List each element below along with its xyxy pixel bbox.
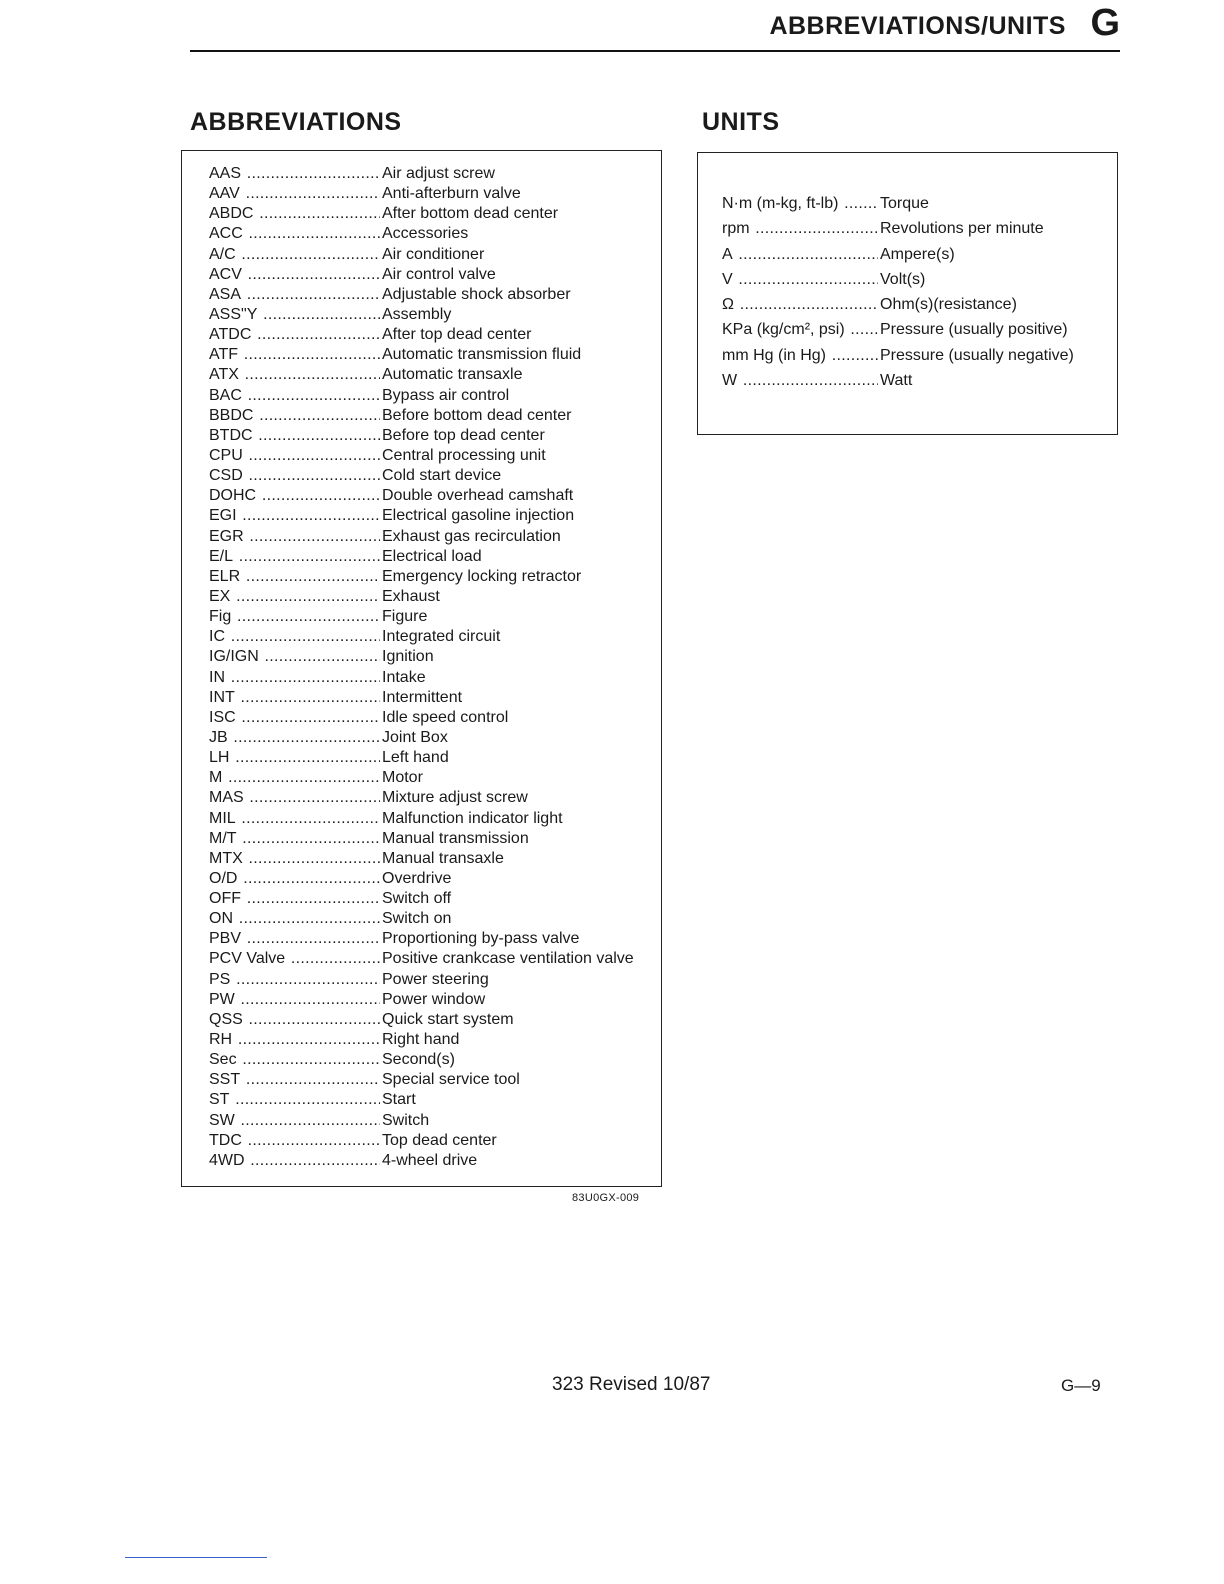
entry-term: KPa (kg/cm², psi) bbox=[722, 321, 845, 339]
entry-term-cell bbox=[209, 788, 380, 808]
section-letter: G bbox=[1090, 2, 1120, 44]
entry-term-cell bbox=[209, 809, 380, 829]
entry-term-cell bbox=[209, 708, 380, 728]
abbreviation-entry bbox=[209, 889, 661, 909]
entry-term: A/C bbox=[209, 245, 236, 263]
entry-term: CSD bbox=[209, 467, 243, 485]
entry-term-cell bbox=[209, 1151, 380, 1171]
entry-meaning: Air conditioner bbox=[382, 245, 485, 263]
abbreviations-heading: ABBREVIATIONS bbox=[190, 108, 402, 136]
entry-term-cell bbox=[209, 446, 380, 466]
abbreviation-entry bbox=[209, 688, 661, 708]
abbreviation-entry bbox=[209, 245, 661, 265]
entry-term: O/D bbox=[209, 869, 238, 887]
unit-entry bbox=[722, 191, 1117, 216]
abbreviation-entry bbox=[209, 849, 661, 869]
entry-term-cell bbox=[209, 728, 380, 748]
entry-term: BAC bbox=[209, 386, 242, 404]
abbreviations-list bbox=[209, 164, 661, 1171]
page-header-title: ABBREVIATIONS/UNITS bbox=[769, 12, 1066, 40]
abbreviation-entry bbox=[209, 809, 661, 829]
entry-term-cell bbox=[209, 547, 380, 567]
page-number: G—9 bbox=[1061, 1376, 1101, 1395]
entry-meaning: Accessories bbox=[382, 225, 469, 243]
entry-term: ELR bbox=[209, 567, 241, 585]
abbreviation-entry bbox=[209, 265, 661, 285]
entry-term-cell bbox=[209, 365, 380, 385]
entry-term: IN bbox=[209, 668, 225, 686]
unit-entry bbox=[722, 292, 1117, 317]
abbreviation-entry bbox=[209, 668, 661, 688]
entry-term-cell bbox=[209, 587, 380, 607]
entry-term: CPU bbox=[209, 446, 243, 464]
entry-term-cell bbox=[722, 368, 878, 393]
unit-entry bbox=[722, 267, 1117, 292]
entry-meaning: Adjustable shock absorber bbox=[382, 285, 571, 303]
entry-term: 4WD bbox=[209, 1151, 245, 1169]
entry-meaning: Pressure (usually positive) bbox=[880, 321, 1068, 339]
entry-term: ABDC bbox=[209, 205, 254, 223]
entry-term-cell bbox=[209, 224, 380, 244]
abbreviation-entry bbox=[209, 446, 661, 466]
entry-term: MAS bbox=[209, 789, 244, 807]
units-box bbox=[697, 152, 1118, 435]
entry-term: IG/IGN bbox=[209, 648, 259, 666]
entry-term-cell bbox=[209, 929, 380, 949]
entry-meaning: Anti-afterburn valve bbox=[382, 185, 521, 203]
abbreviation-entry bbox=[209, 587, 661, 607]
abbreviation-entry bbox=[209, 990, 661, 1010]
entry-term: ON bbox=[209, 910, 233, 928]
entry-meaning: Switch off bbox=[382, 890, 452, 908]
entry-meaning: Before top dead center bbox=[382, 426, 545, 444]
abbreviation-entry bbox=[209, 345, 661, 365]
entry-term-cell bbox=[722, 216, 878, 241]
entry-term-cell bbox=[209, 1010, 380, 1030]
entry-term: ACC bbox=[209, 225, 243, 243]
unit-entry bbox=[722, 343, 1117, 368]
entry-meaning: Double overhead camshaft bbox=[382, 487, 574, 505]
abbreviation-entry bbox=[209, 627, 661, 647]
entry-term-cell bbox=[209, 607, 380, 627]
entry-meaning: Right hand bbox=[382, 1031, 460, 1049]
entry-term-cell bbox=[209, 567, 380, 587]
entry-term-cell bbox=[722, 267, 878, 292]
abbreviation-entry bbox=[209, 184, 661, 204]
entry-term: Ω bbox=[722, 296, 734, 314]
abbreviation-entry bbox=[209, 164, 661, 184]
entry-meaning: Central processing unit bbox=[382, 446, 546, 464]
entry-meaning: Automatic transmission fluid bbox=[382, 346, 582, 364]
unit-entry bbox=[722, 242, 1117, 267]
entry-meaning: Positive crankcase ventilation valve bbox=[382, 950, 634, 968]
entry-term-cell bbox=[722, 191, 878, 216]
entry-term: ASS"Y bbox=[209, 305, 258, 323]
entry-term: ACV bbox=[209, 265, 242, 283]
abbreviation-entry bbox=[209, 647, 661, 667]
entry-term-cell bbox=[209, 285, 380, 305]
entry-term: Fig bbox=[209, 608, 232, 626]
entry-meaning: Power window bbox=[382, 990, 486, 1008]
entry-term: MTX bbox=[209, 849, 243, 867]
entry-term-cell bbox=[209, 990, 380, 1010]
entry-meaning: After bottom dead center bbox=[382, 205, 559, 223]
entry-meaning: Ohm(s)(resistance) bbox=[880, 296, 1017, 314]
entry-meaning: Start bbox=[382, 1091, 416, 1109]
entry-term: EGI bbox=[209, 507, 237, 525]
entry-meaning: Manual transmission bbox=[382, 829, 529, 847]
entry-term-cell bbox=[722, 242, 878, 267]
entry-meaning: Torque bbox=[880, 195, 929, 212]
footer-revision: 323 Revised 10/87 bbox=[552, 1374, 711, 1395]
entry-meaning: Motor bbox=[382, 769, 423, 787]
entry-meaning: Emergency locking retractor bbox=[382, 567, 582, 585]
entry-term: PBV bbox=[209, 930, 242, 948]
entry-term: ISC bbox=[209, 708, 236, 726]
entry-term-cell bbox=[209, 909, 380, 929]
entry-term-cell bbox=[209, 1070, 380, 1090]
entry-term: M bbox=[209, 769, 223, 787]
entry-meaning: Assembly bbox=[382, 305, 452, 323]
entry-meaning: Left hand bbox=[382, 749, 449, 767]
entry-term: mm Hg (in Hg) bbox=[722, 346, 827, 364]
entry-term: A bbox=[722, 245, 733, 263]
abbreviation-entry bbox=[209, 426, 661, 446]
entry-term-cell bbox=[209, 345, 380, 365]
entry-meaning: Ignition bbox=[382, 648, 434, 666]
entry-meaning: Watt bbox=[880, 372, 913, 390]
abbreviation-entry bbox=[209, 607, 661, 627]
abbreviation-entry bbox=[209, 970, 661, 990]
entry-meaning: Exhaust gas recirculation bbox=[382, 527, 561, 545]
entry-term-cell bbox=[209, 426, 380, 446]
abbreviation-entry bbox=[209, 768, 661, 788]
entry-term: PW bbox=[209, 990, 235, 1008]
entry-term: LH bbox=[209, 749, 230, 767]
entry-meaning: Electrical load bbox=[382, 547, 482, 565]
entry-term: Sec bbox=[209, 1051, 237, 1069]
entry-term-cell bbox=[209, 265, 380, 285]
entry-term-cell bbox=[209, 889, 380, 909]
entry-meaning: Pressure (usually negative) bbox=[880, 346, 1074, 364]
entry-term-cell bbox=[722, 343, 878, 368]
entry-meaning: Intake bbox=[382, 668, 426, 686]
entry-term-cell bbox=[209, 1090, 380, 1110]
entry-term: EX bbox=[209, 587, 231, 605]
figure-code: 83U0GX-009 bbox=[572, 1192, 640, 1204]
entry-term-cell bbox=[209, 768, 380, 788]
entry-meaning: Figure bbox=[382, 608, 428, 626]
entry-meaning: Electrical gasoline injection bbox=[382, 507, 575, 525]
entry-term: OFF bbox=[209, 890, 241, 908]
abbreviation-entry bbox=[209, 748, 661, 768]
units-heading: UNITS bbox=[702, 108, 780, 136]
abbreviation-entry bbox=[209, 1090, 661, 1110]
entry-term: W bbox=[722, 372, 738, 390]
entry-meaning: Volt(s) bbox=[880, 270, 926, 288]
entry-term: AAV bbox=[209, 185, 240, 203]
entry-term-cell bbox=[209, 668, 380, 688]
abbreviation-entry bbox=[209, 1131, 661, 1151]
scan-artifact-line bbox=[125, 1557, 267, 1558]
entry-term-cell bbox=[209, 829, 380, 849]
entry-term: ATX bbox=[209, 366, 239, 384]
entry-meaning: 4-wheel drive bbox=[382, 1151, 478, 1169]
entry-meaning: Mixture adjust screw bbox=[382, 789, 528, 807]
entry-term-cell bbox=[209, 184, 380, 204]
entry-term: ST bbox=[209, 1091, 230, 1109]
entry-term-cell bbox=[722, 317, 878, 342]
abbreviation-entry bbox=[209, 728, 661, 748]
entry-term: AAS bbox=[209, 165, 242, 182]
entry-term: SW bbox=[209, 1111, 235, 1129]
abbreviation-entry bbox=[209, 708, 661, 728]
unit-entry bbox=[722, 368, 1117, 393]
units-list bbox=[722, 191, 1117, 393]
abbreviations-box bbox=[181, 150, 662, 1187]
entry-meaning: Exhaust bbox=[382, 587, 440, 605]
entry-term: MIL bbox=[209, 809, 236, 827]
entry-term: N·m (m-kg, ft-lb) bbox=[722, 195, 839, 212]
abbreviation-entry bbox=[209, 567, 661, 587]
abbreviation-entry bbox=[209, 224, 661, 244]
abbreviation-entry bbox=[209, 929, 661, 949]
entry-term-cell bbox=[209, 506, 380, 526]
entry-meaning: Intermittent bbox=[382, 688, 463, 706]
entry-meaning: Before bottom dead center bbox=[382, 406, 572, 424]
abbreviation-entry bbox=[209, 949, 661, 969]
entry-term-cell bbox=[209, 627, 380, 647]
abbreviation-entry bbox=[209, 285, 661, 305]
entry-term: ATF bbox=[209, 346, 239, 364]
entry-meaning: Idle speed control bbox=[382, 708, 509, 726]
abbreviation-entry bbox=[209, 1050, 661, 1070]
unit-entry bbox=[722, 216, 1117, 241]
entry-term-cell bbox=[722, 292, 878, 317]
abbreviation-entry bbox=[209, 1030, 661, 1050]
abbreviation-entry bbox=[209, 788, 661, 808]
entry-term: M/T bbox=[209, 829, 237, 847]
entry-term: V bbox=[722, 270, 733, 288]
entry-term: ATDC bbox=[209, 326, 252, 344]
entry-meaning: Air control valve bbox=[382, 265, 496, 283]
abbreviation-entry bbox=[209, 869, 661, 889]
entry-term-cell bbox=[209, 406, 380, 426]
entry-meaning: Integrated circuit bbox=[382, 628, 501, 646]
unit-entry bbox=[722, 317, 1117, 342]
entry-term-cell bbox=[209, 1030, 380, 1050]
entry-meaning: Malfunction indicator light bbox=[382, 809, 563, 827]
abbreviation-entry bbox=[209, 506, 661, 526]
abbreviation-entry bbox=[209, 325, 661, 345]
entry-term-cell bbox=[209, 204, 380, 224]
entry-term-cell bbox=[209, 486, 380, 506]
abbreviation-entry bbox=[209, 305, 661, 325]
entry-meaning: Switch bbox=[382, 1111, 430, 1129]
abbreviation-entry bbox=[209, 365, 661, 385]
entry-term: rpm bbox=[722, 220, 750, 238]
abbreviation-entry bbox=[209, 909, 661, 929]
entry-meaning: Top dead center bbox=[382, 1131, 497, 1149]
entry-meaning: Joint Box bbox=[382, 728, 448, 746]
entry-term-cell bbox=[209, 527, 380, 547]
entry-meaning: Air adjust screw bbox=[382, 165, 495, 182]
entry-meaning: Automatic transaxle bbox=[382, 366, 523, 384]
abbreviation-entry bbox=[209, 406, 661, 426]
entry-term-cell bbox=[209, 647, 380, 667]
entry-term: BTDC bbox=[209, 426, 253, 444]
entry-term: PCV Valve bbox=[209, 950, 286, 968]
entry-meaning: Cold start device bbox=[382, 467, 502, 485]
entry-meaning: Quick start system bbox=[382, 1010, 514, 1028]
entry-term: TDC bbox=[209, 1131, 242, 1149]
entry-meaning: Switch on bbox=[382, 910, 452, 928]
entry-term-cell bbox=[209, 970, 380, 990]
entry-term-cell bbox=[209, 949, 380, 969]
entry-meaning: Second(s) bbox=[382, 1051, 455, 1069]
entry-term: RH bbox=[209, 1031, 233, 1049]
entry-meaning: Bypass air control bbox=[382, 386, 510, 404]
entry-term-cell bbox=[209, 164, 380, 184]
entry-term-cell bbox=[209, 305, 380, 325]
abbreviation-entry bbox=[209, 527, 661, 547]
entry-term: DOHC bbox=[209, 487, 257, 505]
abbreviation-entry bbox=[209, 204, 661, 224]
abbreviation-entry bbox=[209, 1151, 661, 1171]
entry-meaning: Proportioning by-pass valve bbox=[382, 930, 580, 948]
abbreviation-entry bbox=[209, 1070, 661, 1090]
entry-term-cell bbox=[209, 869, 380, 889]
entry-meaning: Overdrive bbox=[382, 869, 452, 887]
entry-term: ASA bbox=[209, 285, 242, 303]
entry-term-cell bbox=[209, 748, 380, 768]
abbreviation-entry bbox=[209, 1010, 661, 1030]
entry-term: E/L bbox=[209, 547, 234, 565]
entry-meaning: Revolutions per minute bbox=[880, 220, 1044, 238]
entry-term: SST bbox=[209, 1071, 241, 1089]
abbreviation-entry bbox=[209, 386, 661, 406]
abbreviation-entry bbox=[209, 547, 661, 567]
header-rule bbox=[190, 50, 1120, 52]
abbreviation-entry bbox=[209, 466, 661, 486]
entry-term: JB bbox=[209, 728, 228, 746]
entry-term: EGR bbox=[209, 527, 244, 545]
abbreviation-entry bbox=[209, 1111, 661, 1131]
entry-term-cell bbox=[209, 1131, 380, 1151]
entry-meaning: After top dead center bbox=[382, 326, 532, 344]
entry-meaning: Ampere(s) bbox=[880, 245, 955, 263]
entry-term: PS bbox=[209, 970, 231, 988]
entry-term-cell bbox=[209, 1050, 380, 1070]
entry-term: INT bbox=[209, 688, 235, 706]
entry-meaning: Special service tool bbox=[382, 1071, 520, 1089]
entry-term-cell bbox=[209, 386, 380, 406]
entry-term-cell bbox=[209, 245, 380, 265]
entry-term: QSS bbox=[209, 1010, 243, 1028]
entry-term-cell bbox=[209, 1111, 380, 1131]
entry-meaning: Manual transaxle bbox=[382, 849, 504, 867]
abbreviation-entry bbox=[209, 829, 661, 849]
entry-term-cell bbox=[209, 466, 380, 486]
abbreviation-entry bbox=[209, 486, 661, 506]
entry-meaning: Power steering bbox=[382, 970, 489, 988]
entry-term: BBDC bbox=[209, 406, 254, 424]
entry-term-cell bbox=[209, 849, 380, 869]
entry-term-cell bbox=[209, 688, 380, 708]
entry-term: IC bbox=[209, 628, 225, 646]
entry-term-cell bbox=[209, 325, 380, 345]
